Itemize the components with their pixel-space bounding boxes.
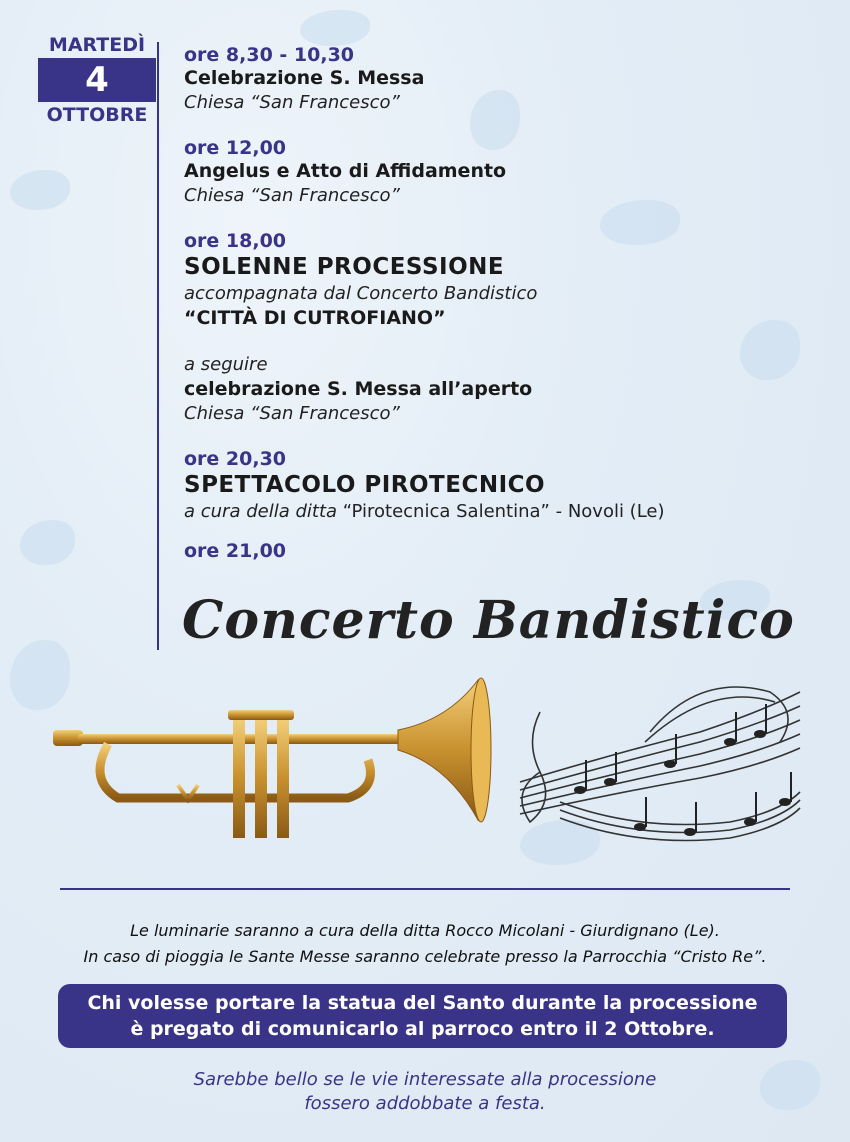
event-title: Angelus e Atto di Affidamento — [184, 160, 507, 182]
event-place: Chiesa “San Francesco” — [184, 185, 400, 206]
concert-title: Concerto Bandistico — [182, 590, 795, 651]
event-time: ore 21,00 — [184, 540, 287, 562]
vertical-divider — [157, 42, 159, 650]
event-time: ore 20,30 — [184, 448, 287, 470]
event-time: ore 12,00 — [184, 137, 287, 159]
event-note-plain: “Pirotecnica Salentina” - Novoli (Le) — [342, 501, 665, 522]
statue-notice-box — [58, 984, 787, 1048]
horizontal-divider — [60, 888, 790, 890]
event-title: SPETTACOLO PIROTECNICO — [184, 472, 546, 498]
event-fireworks — [184, 448, 824, 524]
event-time: ore 8,30 - 10,30 — [184, 44, 355, 66]
date-month: OTTOBRE — [46, 104, 148, 126]
event-title: celebrazione S. Messa all’aperto — [184, 378, 533, 400]
event-intro: a seguire — [184, 354, 268, 375]
date-weekday: MARTEDÌ — [48, 34, 146, 56]
event-mass-morning — [184, 44, 824, 115]
info-lights: Le luminarie saranno a cura della ditta Rocco Micolani - Giurdignano (Le). — [130, 921, 720, 940]
event-subtitle: accompagnata dal Concerto Bandistico — [184, 283, 538, 304]
notice-line-2: è pregato di comunicarlo al parroco entro il 2 Ottobre. — [130, 1018, 715, 1040]
event-concert — [184, 540, 824, 562]
event-title: Celebrazione S. Messa — [184, 67, 425, 89]
event-band-name: “CITTÀ DI CUTROFIANO” — [184, 307, 446, 329]
event-title: SOLENNE PROCESSIONE — [184, 254, 505, 280]
event-outdoor-mass — [184, 353, 824, 426]
event-note — [184, 500, 824, 524]
event-angelus — [184, 137, 824, 208]
event-place: Chiesa “San Francesco” — [184, 92, 400, 113]
notice-line-1: Chi volesse portare la statua del Santo durante la processione — [87, 992, 758, 1014]
trumpet-illustration — [48, 670, 498, 854]
closing-line-2: fossero addobbate a festa. — [304, 1093, 546, 1114]
closing-line-1: Sarebbe bello se le vie interessate alla processione — [193, 1069, 657, 1090]
info-rain: In caso di pioggia le Sante Messe saranno celebrate presso la Parrocchia “Cristo Re”. — [83, 947, 767, 966]
event-note-italic: a cura della ditta — [184, 501, 338, 522]
music-notes-illustration — [500, 672, 810, 866]
event-time: ore 18,00 — [184, 230, 287, 252]
date-day-number: 4 — [38, 58, 156, 102]
event-list — [184, 44, 824, 584]
date-block — [38, 34, 156, 126]
event-procession — [184, 230, 824, 331]
event-place: Chiesa “San Francesco” — [184, 403, 400, 424]
